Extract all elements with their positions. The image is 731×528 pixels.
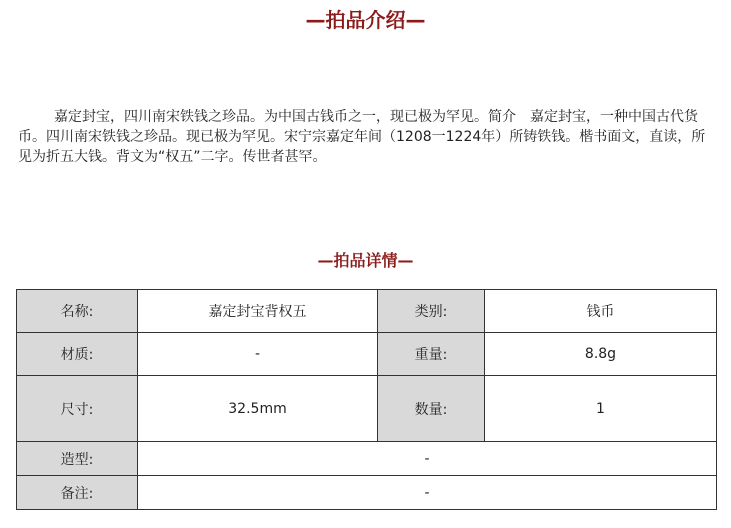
table-row-remarks (17, 476, 717, 510)
material-label: 材质: (17, 333, 138, 376)
remarks-value: - (138, 476, 717, 510)
details-table (16, 289, 717, 510)
shape-value: - (138, 442, 717, 476)
table-row-size (17, 376, 717, 442)
table-row-material (17, 333, 717, 376)
weight-value: 8.8g (485, 333, 717, 376)
intro-paragraph-text: 嘉定封宝，四川南宋铁钱之珍品。为中国古钱币之一，现已极为罕见。简介 嘉定封宝，一种中国古代货币。四川南宋铁钱之珍品。现已极为罕见。宋宁宗嘉定年间（1208一1224年）所铸铁钱。楷书面文，直读，所见为折五大钱。背文为“权五”二字。传世者甚罕。 (18, 109, 706, 165)
shape-label: 造型: (17, 442, 138, 476)
name-value: 嘉定封宝背权五 (138, 290, 378, 333)
intro-section-title: —拍品介绍— (305, 8, 426, 32)
category-label: 类别: (378, 290, 485, 333)
table-row-shape (17, 442, 717, 476)
remarks-label: 备注: (17, 476, 138, 510)
table-row-name (17, 290, 717, 333)
material-value: - (138, 333, 378, 376)
category-value: 钱币 (485, 290, 717, 333)
weight-label: 重量: (378, 333, 485, 376)
size-value: 32.5mm (138, 376, 378, 442)
details-section-title: —拍品详情— (317, 251, 414, 270)
quantity-value: 1 (485, 376, 717, 442)
size-label: 尺寸: (17, 376, 138, 442)
intro-paragraph (18, 107, 718, 167)
name-label: 名称: (17, 290, 138, 333)
quantity-label: 数量: (378, 376, 485, 442)
